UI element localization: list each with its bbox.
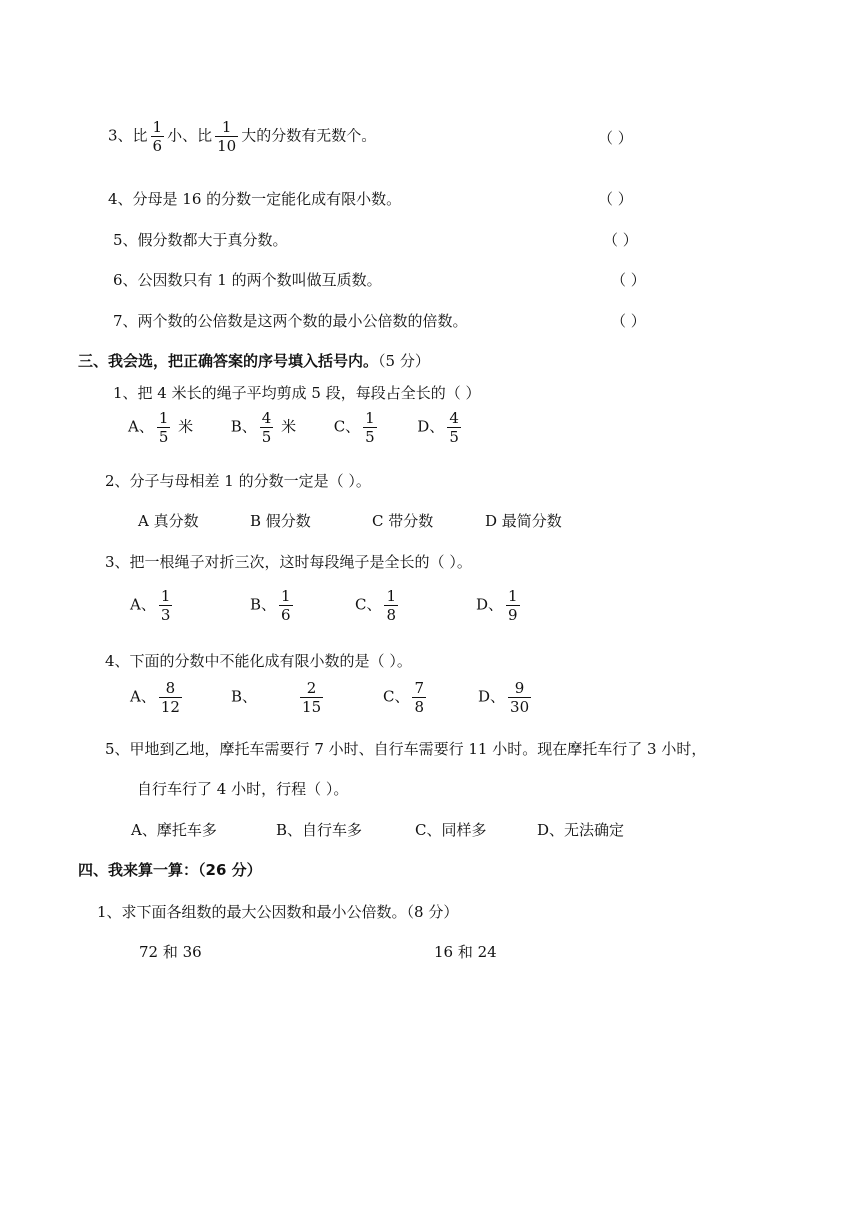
option-b[interactable]: B 假分数 xyxy=(250,512,311,530)
calc-item: 16 和 24 xyxy=(434,943,497,961)
judge-question-5: 5、假分数都大于真分数。 xyxy=(113,231,288,249)
fraction: $\frac{4}{5}$ xyxy=(449,409,459,446)
fraction: $\frac{1}{10}$ xyxy=(217,118,237,155)
fraction: $\frac{1}{9}$ xyxy=(508,587,518,624)
option-a[interactable]: A、 $\frac{8}{12}$ xyxy=(130,679,180,716)
fraction: $\frac{4}{5}$ xyxy=(261,409,272,446)
fraction: $\frac{8}{12}$ xyxy=(160,679,180,716)
option-a[interactable]: A、摩托车多 xyxy=(131,821,217,839)
choice-question-5-line2: 自行车行了 4 小时，行程（ ）。 xyxy=(137,780,349,798)
option-a[interactable]: A 真分数 xyxy=(138,512,199,530)
calc-question-1: 1、求下面各组数的最大公因数和最小公倍数。（8 分） xyxy=(97,903,459,921)
judge-question-3: 3、比 $\frac{1}{6}$ 小、比 $\frac{1}{10}$ 大的分数有无数个。 xyxy=(108,118,377,155)
option-d[interactable]: D、无法确定 xyxy=(537,821,625,839)
options-row: A、 $\frac{1}{5}$ 米 B、 $\frac{4}{5}$ 米 C、 $\frac{1}{5}$ D、 $\frac{4}{5}$ xyxy=(128,409,459,446)
fraction: $\frac{1}{5}$ xyxy=(158,409,169,446)
answer-paren[interactable]: （ ） xyxy=(603,231,638,249)
choice-question-5-line1: 5、甲地到乙地，摩托车需要行 7 小时、自行车需要行 11 小时。现在摩托车行了 3 小时， xyxy=(105,740,707,758)
choice-question-4: 4、下面的分数中不能化成有限小数的是（ ）。 xyxy=(105,652,412,670)
fraction: $\frac{9}{30}$ xyxy=(510,679,530,716)
judge-question-6: 6、公因数只有 1 的两个数叫做互质数。 xyxy=(113,271,382,289)
section-3-heading: 三、我会选，把正确答案的序号填入括号内。（5 分） xyxy=(78,352,430,370)
fraction: $\frac{2}{15}$ xyxy=(302,679,322,716)
fraction: $\frac{7}{8}$ xyxy=(414,679,425,716)
option-d[interactable]: D、 $\frac{1}{9}$ xyxy=(476,587,518,624)
answer-paren[interactable]: （ ） xyxy=(611,312,646,330)
fraction: $\frac{1}{3}$ xyxy=(160,587,171,624)
choice-question-1: 1、把 4 米长的绳子平均剪成 5 段，每段占全长的（ ） xyxy=(113,384,481,402)
judge-question-7: 7、两个数的公倍数是这两个数的最小公倍数的倍数。 xyxy=(113,312,468,330)
choice-question-2: 2、分子与母相差 1 的分数一定是（ ）。 xyxy=(105,472,371,490)
answer-paren[interactable]: （ ） xyxy=(611,271,646,289)
answer-paren[interactable]: （ ） xyxy=(598,190,633,208)
option-c[interactable]: C、同样多 xyxy=(415,821,487,839)
judge-question-4: 4、分母是 16 的分数一定能化成有限小数。 xyxy=(108,190,402,208)
section-4-heading: 四、我来算一算：（26 分） xyxy=(78,861,262,879)
calc-item: 72 和 36 xyxy=(139,943,202,961)
fraction: $\frac{1}{5}$ xyxy=(365,409,375,446)
option-b[interactable]: B、 $\frac{1}{6}$ xyxy=(250,587,291,624)
option-d[interactable]: D 最简分数 xyxy=(485,512,562,530)
answer-paren[interactable]: （ ） xyxy=(598,129,633,147)
option-a[interactable]: A、 $\frac{1}{3}$ xyxy=(130,587,171,624)
option-b[interactable]: B、自行车多 xyxy=(276,821,363,839)
fraction: $\frac{1}{6}$ xyxy=(152,118,163,155)
option-d[interactable]: D、 $\frac{9}{30}$ xyxy=(478,679,530,716)
option-b[interactable]: B、 $\frac{2}{15}$ xyxy=(231,679,322,716)
option-c[interactable]: C 带分数 xyxy=(372,512,434,530)
fraction: $\frac{1}{6}$ xyxy=(281,587,291,624)
option-c[interactable]: C、 $\frac{7}{8}$ xyxy=(383,679,425,716)
option-c[interactable]: C、 $\frac{1}{8}$ xyxy=(355,587,397,624)
fraction: $\frac{1}{8}$ xyxy=(386,587,397,624)
choice-question-3: 3、把一根绳子对折三次，这时每段绳子是全长的（ ）。 xyxy=(105,553,472,571)
